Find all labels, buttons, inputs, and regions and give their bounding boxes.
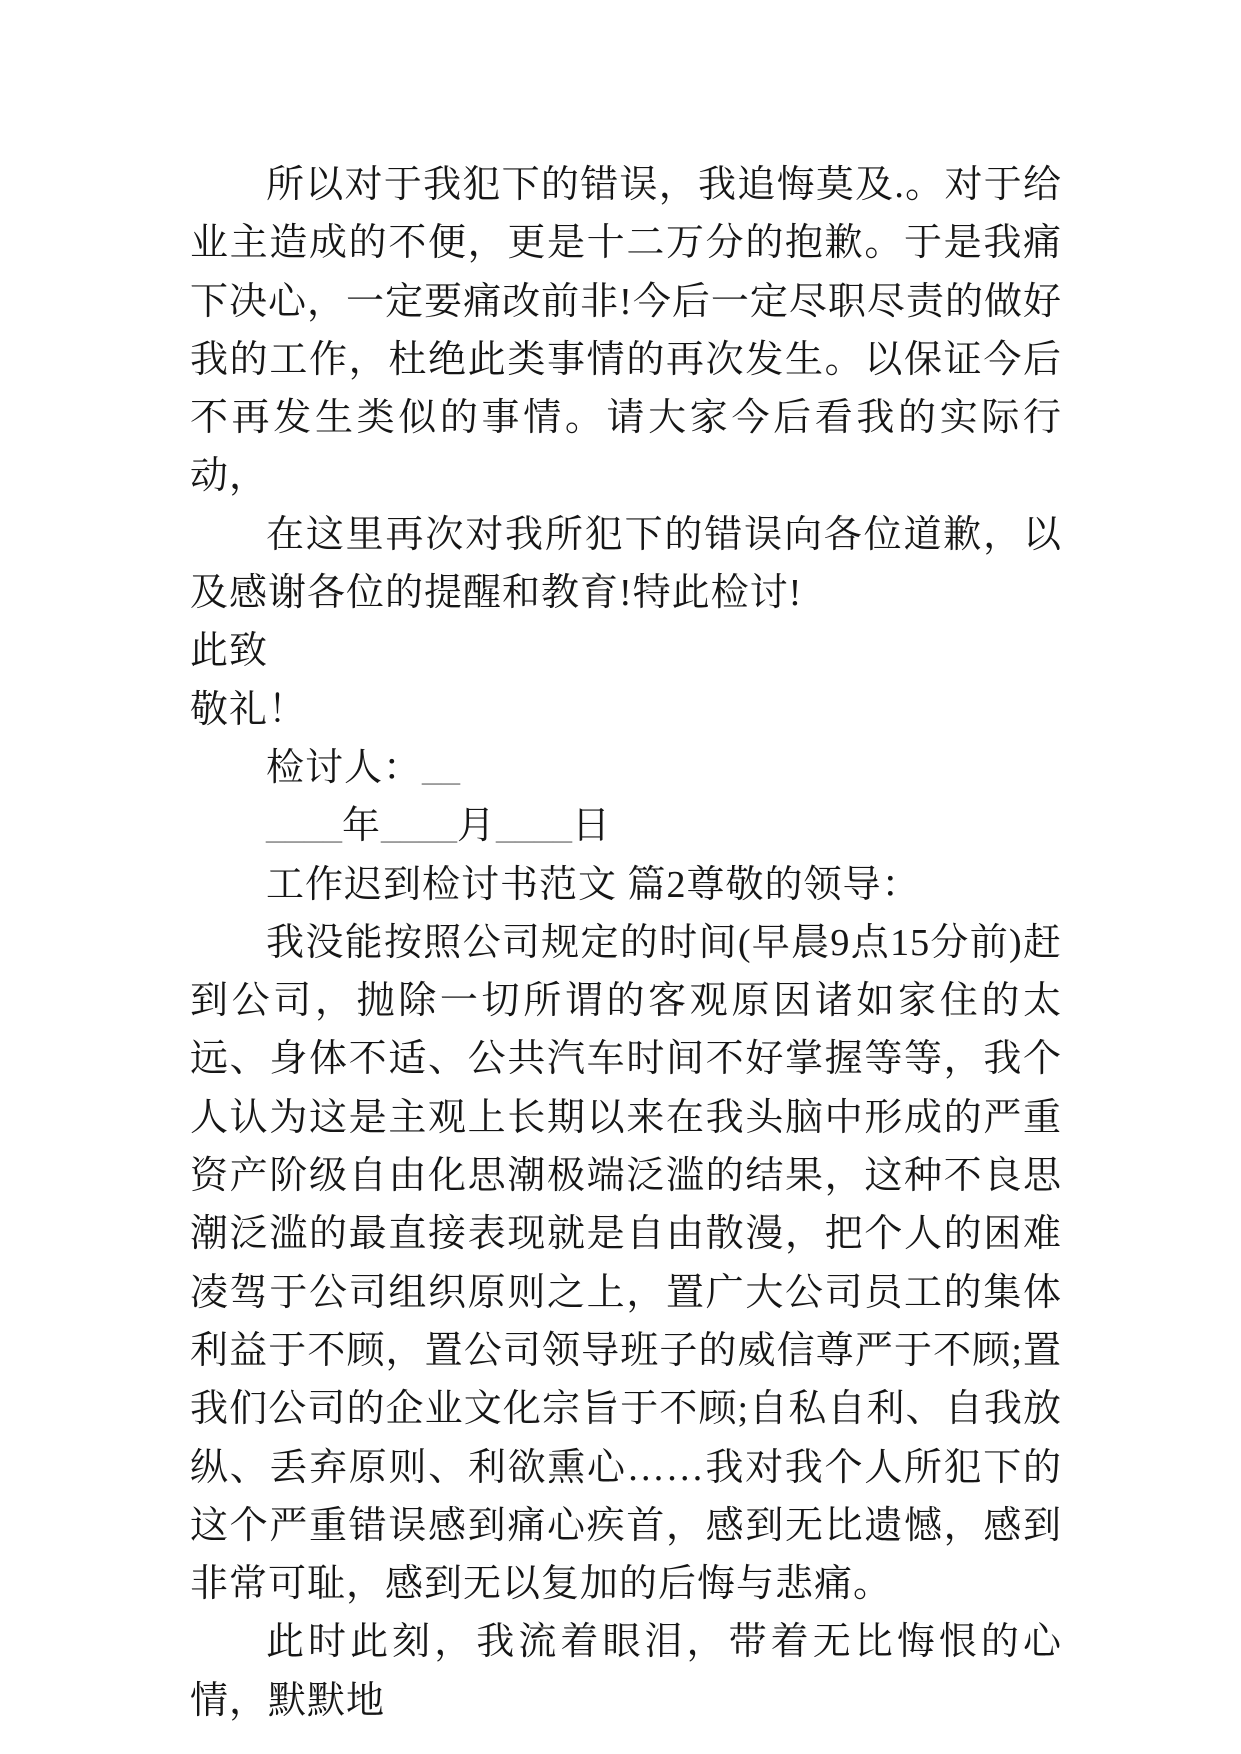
blank-underscore: ____ [496, 805, 573, 848]
paragraph: 在这里再次对我所犯下的错误向各位道歉，以及感谢各位的提醒和教育!特此检讨! [190, 513, 1062, 615]
paragraph: ____年____月____日 [266, 805, 612, 848]
paragraph: 工作迟到检讨书范文 篇2尊敬的领导： [266, 863, 921, 906]
blank-underscore: __ [422, 746, 461, 789]
paragraph: 此时此刻，我流着眼泪，带着无比悔恨的心情，默默地 [190, 1621, 1062, 1722]
paragraph: 检讨人：__ [266, 746, 461, 789]
paragraph: 敬礼！ [190, 688, 308, 731]
blank-underscore: ____ [266, 805, 342, 848]
paragraph: 我没能按照公司规定的时间(早晨9点15分前)赶到公司，抛除一切所谓的客观原因诸如家住的太远、身体不适、公共汽车时间不好掌握等等，我个人认为这是主观上长期以来在我头脑中形成的严重资产阶级自由化思潮极端泛滥的结果，这种不良思潮泛滥的最直接表现就是自由散漫，把个人的困难凌驾于公司组织原则之上，置广大公司员工的集体利益于不顾，置公司领导班子的威信尊严于不顾;置我们公司的企业文化宗旨于不顾;自私自利、自我放纵、丢弃原则、利欲熏心……我对我个人所犯下的这个严重错误感到痛心疾首，感到无比遗憾，感到非常可耻，感到无以复加的后悔与悲痛。 [190, 921, 1062, 1606]
blank-underscore: ____ [381, 805, 458, 848]
paragraph: 此致 [190, 630, 269, 673]
paragraph: 所以对于我犯下的错误，我追悔莫及.。对于给业主造成的不便，更是十二万分的抱歉。于是我痛下决心，一定要痛改前非!今后一定尽职尽责的做好我的工作，杜绝此类事情的再次发生。以保证今后不再发生类似的事情。请大家今后看我的实际行动， [190, 164, 1062, 498]
document-body [190, 156, 1062, 1730]
